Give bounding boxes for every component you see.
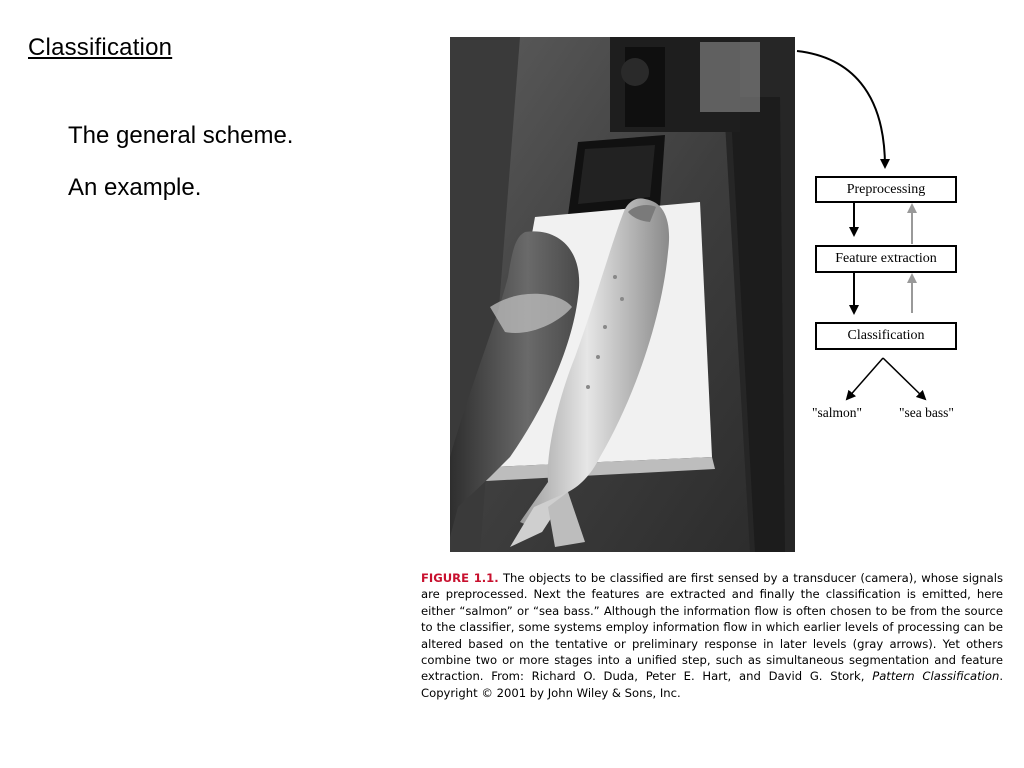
bullet-general-scheme: The general scheme. bbox=[68, 122, 294, 149]
bullet-list bbox=[68, 122, 293, 202]
book-title: Pattern Classification bbox=[872, 669, 1000, 684]
classification-flow-diagram bbox=[795, 37, 975, 437]
figure-caption bbox=[421, 570, 1003, 701]
figure-label: FIGURE 1.1. bbox=[421, 571, 499, 585]
feature-extraction-box bbox=[815, 245, 957, 273]
feature-extraction-label: Feature extraction bbox=[835, 251, 937, 266]
fish-photo bbox=[450, 37, 795, 552]
preprocessing-box bbox=[815, 176, 957, 203]
bullet-example: An example. bbox=[68, 174, 202, 201]
slide-title: Classification bbox=[28, 34, 173, 61]
output-salmon: "salmon" bbox=[812, 405, 863, 420]
caption-body: The objects to be classified are first sensed by a transducer (camera), whose signals are preprocessed. Next the features are extracted and finally the classification is emitted, here either “salmon” or “sea bass.” Although the information flow is often chosen to be from the source to the classifier, some systems employ information flow in which earlier levels of processing can be altered based on the tentative or preliminary response in later levels (gray arrows). Yet others combine two or more stages into a unified step, such as simultaneous segmentation and feature extraction. From: Richard O. Duda, Peter E. Hart, and David G. Stork, bbox=[421, 571, 1003, 684]
preprocessing-label: Preprocessing bbox=[846, 182, 926, 197]
caption-copyright: . Copyright © 2001 by John Wiley & Sons, Inc. bbox=[421, 669, 1003, 700]
output-sea-bass: "sea bass" bbox=[899, 405, 954, 420]
classification-label: Classification bbox=[847, 328, 925, 343]
classification-box bbox=[815, 322, 957, 350]
